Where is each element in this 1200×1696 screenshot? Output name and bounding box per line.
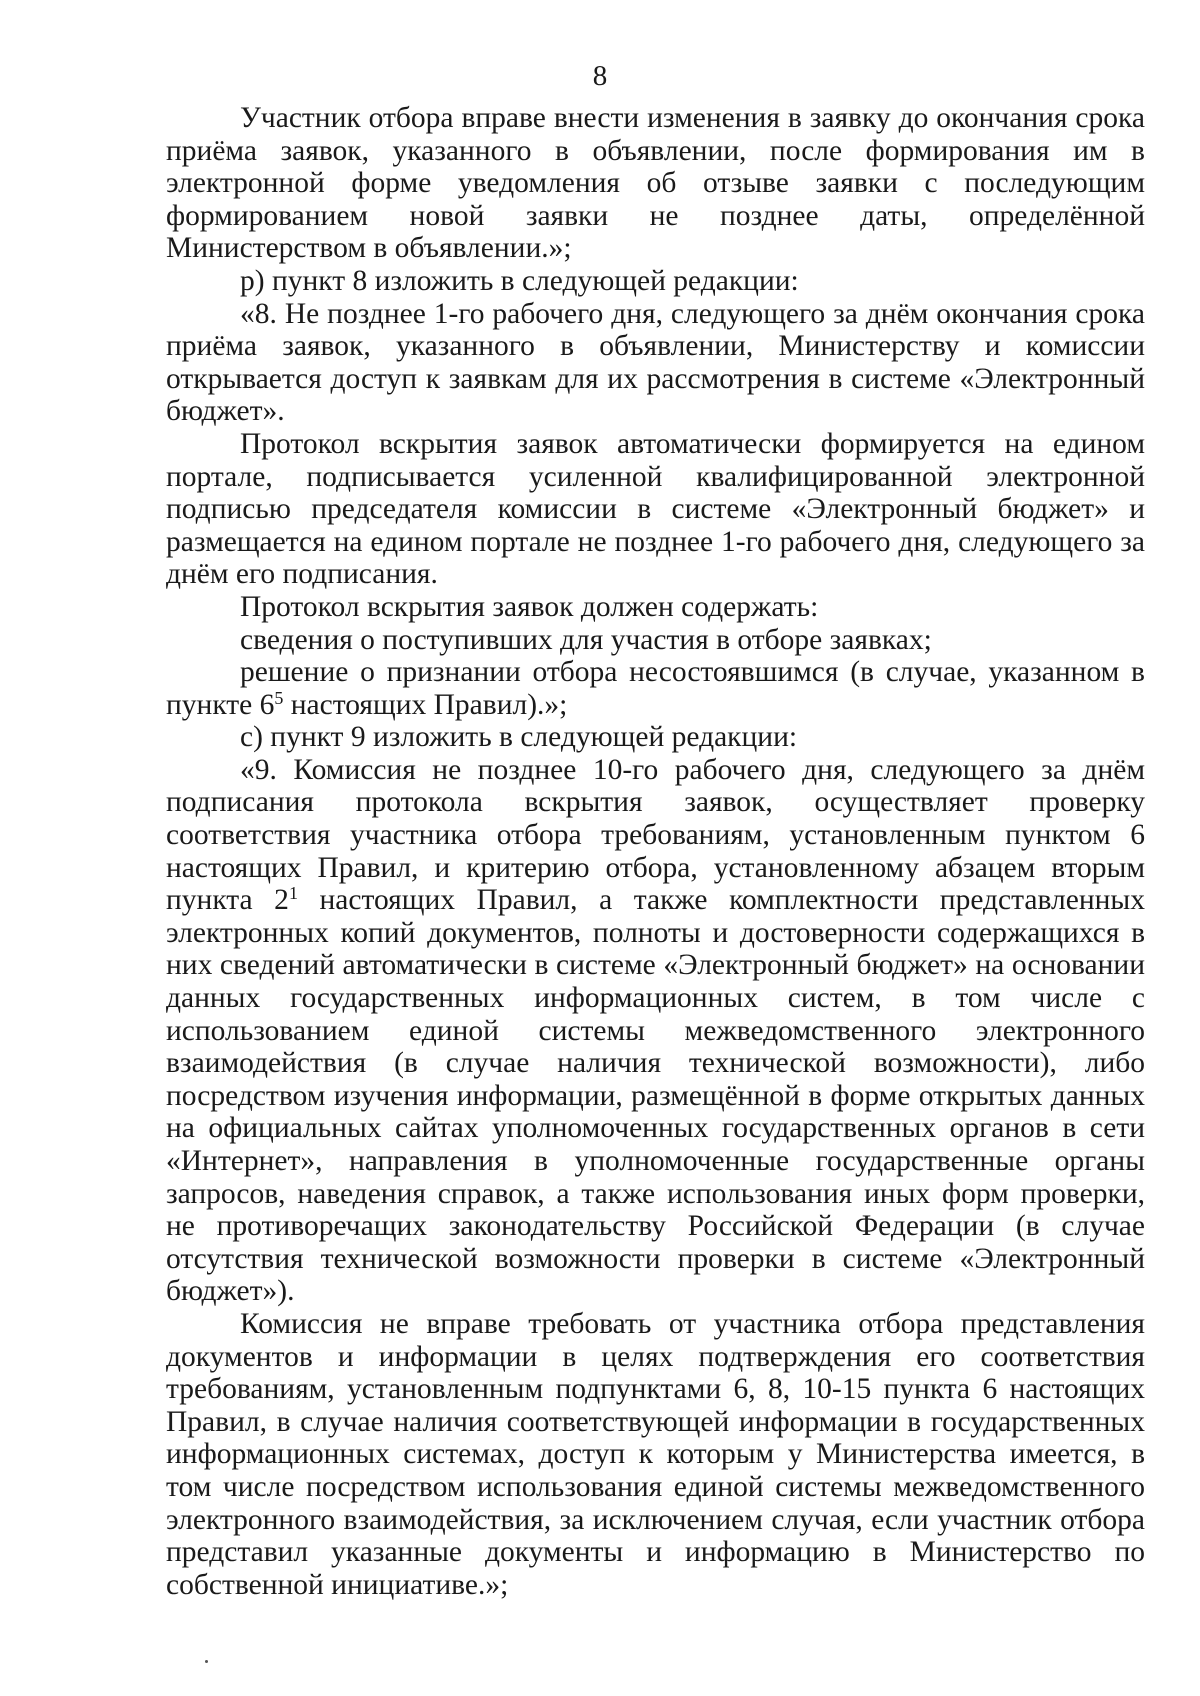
paragraph-text: «9. Комиссия не позднее 10-го рабочего дня, следующего за днём подписания протокола вскрытия заявок, осуществляет проверку соответствия участника отбора требованиям, установленным пунктом 6 настоящих Правил, и критерию отбора, установленному абзацем вторым пункта 2 xyxy=(166,753,1145,917)
superscript: 5 xyxy=(274,687,284,708)
paragraph-text: решение о признании отбора несостоявшимся (в случае, указанном в пункте 6 xyxy=(166,656,1145,721)
paragraph: Протокол вскрытия заявок должен содержать: xyxy=(240,590,819,623)
paragraph: Участник отбора вправе внести изменения в заявку до окончания срока приёма заявок, указанного в объявлении, после формирования им в электронной форме уведомления об отзыве заявки с последующим формированием новой заявки не позднее даты, определённой Министерством в объявлении.»; xyxy=(166,102,1145,265)
paragraph: Протокол вскрытия заявок автоматически формируется на едином портале, подписывается усиленной квалифицированной электронной подписью председателя комиссии в системе «Электронный бюджет» и размещается на едином портале не позднее 1-го рабочего дня, следующего за днём его подписания. xyxy=(166,427,1145,591)
paragraph: Комиссия не вправе требовать от участника отбора представления документов и информации в целях подтверждения его соответствия требованиям, установленным подпунктами 6, 8, 10-15 пункта 6 настоящих Правил, в случае наличия соответствующей информации в государственных информационных системах, доступ к которым у Министерства имеется, в том числе посредством использования единой системы межведомственного электронного взаимодействия, за исключением случая, если участник отбора представил указанные документы и информацию в Министерство по собственной инициативе.»; xyxy=(166,1307,1145,1601)
superscript: 1 xyxy=(288,883,298,904)
paragraph: с) пункт 9 изложить в следующей редакции: xyxy=(240,721,798,754)
paragraph xyxy=(166,754,1145,1308)
document-body xyxy=(166,102,1145,1601)
paragraph-text: настоящих Правил, а также комплектности представленных электронных копий документов, полноты и достоверности содержащихся в них сведений автоматически в системе «Электронный бюджет» на основании данных государственных информационных систем, в том числе с использованием единой системы межведомственного электронного взаимодействия (в случае наличия технической возможности), либо посредством изучения информации, размещённой в форме открытых данных на официальных сайтах уполномоченных государственных органов в сети «Интернет», направления в уполномоченные государственные органы запросов, наведения справок, а также использования иных форм проверки, не противоречащих законодательству Российской Федерации (в случае отсутствия технической возможности проверки в системе «Электронный бюджет»). xyxy=(166,884,1145,1308)
paragraph: р) пункт 8 изложить в следующей редакции: xyxy=(240,264,799,297)
paragraph-text: настоящих Правил).»; xyxy=(283,688,568,721)
page-number: 8 xyxy=(592,60,608,92)
paragraph xyxy=(166,656,1145,721)
paragraph: «8. Не позднее 1-го рабочего дня, следующего за днём окончания срока приёма заявок, указанного в объявлении, Министерству и комиссии открывается доступ к заявкам для их рассмотрения в системе «Электронный бюджет». xyxy=(166,297,1145,428)
paragraph: сведения о поступивших для участия в отборе заявках; xyxy=(240,623,932,656)
scan-speck xyxy=(205,1660,208,1663)
